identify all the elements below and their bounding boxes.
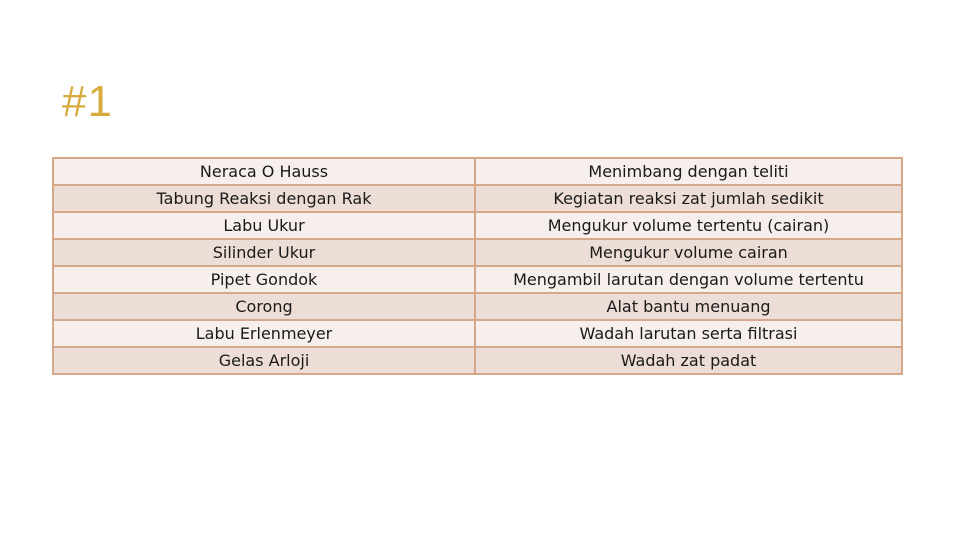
equipment-use-cell: Kegiatan reaksi zat jumlah sedikit [475, 185, 902, 212]
equipment-use-cell: Wadah zat padat [475, 347, 902, 374]
equipment-table [52, 157, 901, 392]
table-row [53, 320, 902, 347]
equipment-use-cell: Mengambil larutan dengan volume tertentu [475, 266, 902, 293]
table-row [53, 347, 902, 374]
slide-title: #1 [62, 77, 113, 126]
equipment-use-cell: Alat bantu menuang [475, 293, 902, 320]
equipment-use-cell: Mengukur volume cairan [475, 239, 902, 266]
equipment-use-cell: Mengukur volume tertentu (cairan) [475, 212, 902, 239]
equipment-name-cell: Labu Ukur [53, 212, 475, 239]
table-row [53, 239, 902, 266]
table-row [53, 293, 902, 320]
equipment-name-cell: Tabung Reaksi dengan Rak [53, 185, 475, 212]
table-row [53, 158, 902, 185]
table-row [53, 185, 902, 212]
equipment-name-cell: Silinder Ukur [53, 239, 475, 266]
table-row [53, 266, 902, 293]
equipment-name-cell: Gelas Arloji [53, 347, 475, 374]
table-row [53, 212, 902, 239]
equipment-name-cell: Neraca O Hauss [53, 158, 475, 185]
equipment-name-cell: Labu Erlenmeyer [53, 320, 475, 347]
equipment-name-cell: Pipet Gondok [53, 266, 475, 293]
equipment-use-cell: Menimbang dengan teliti [475, 158, 902, 185]
equipment-name-cell: Corong [53, 293, 475, 320]
equipment-use-cell: Wadah larutan serta filtrasi [475, 320, 902, 347]
